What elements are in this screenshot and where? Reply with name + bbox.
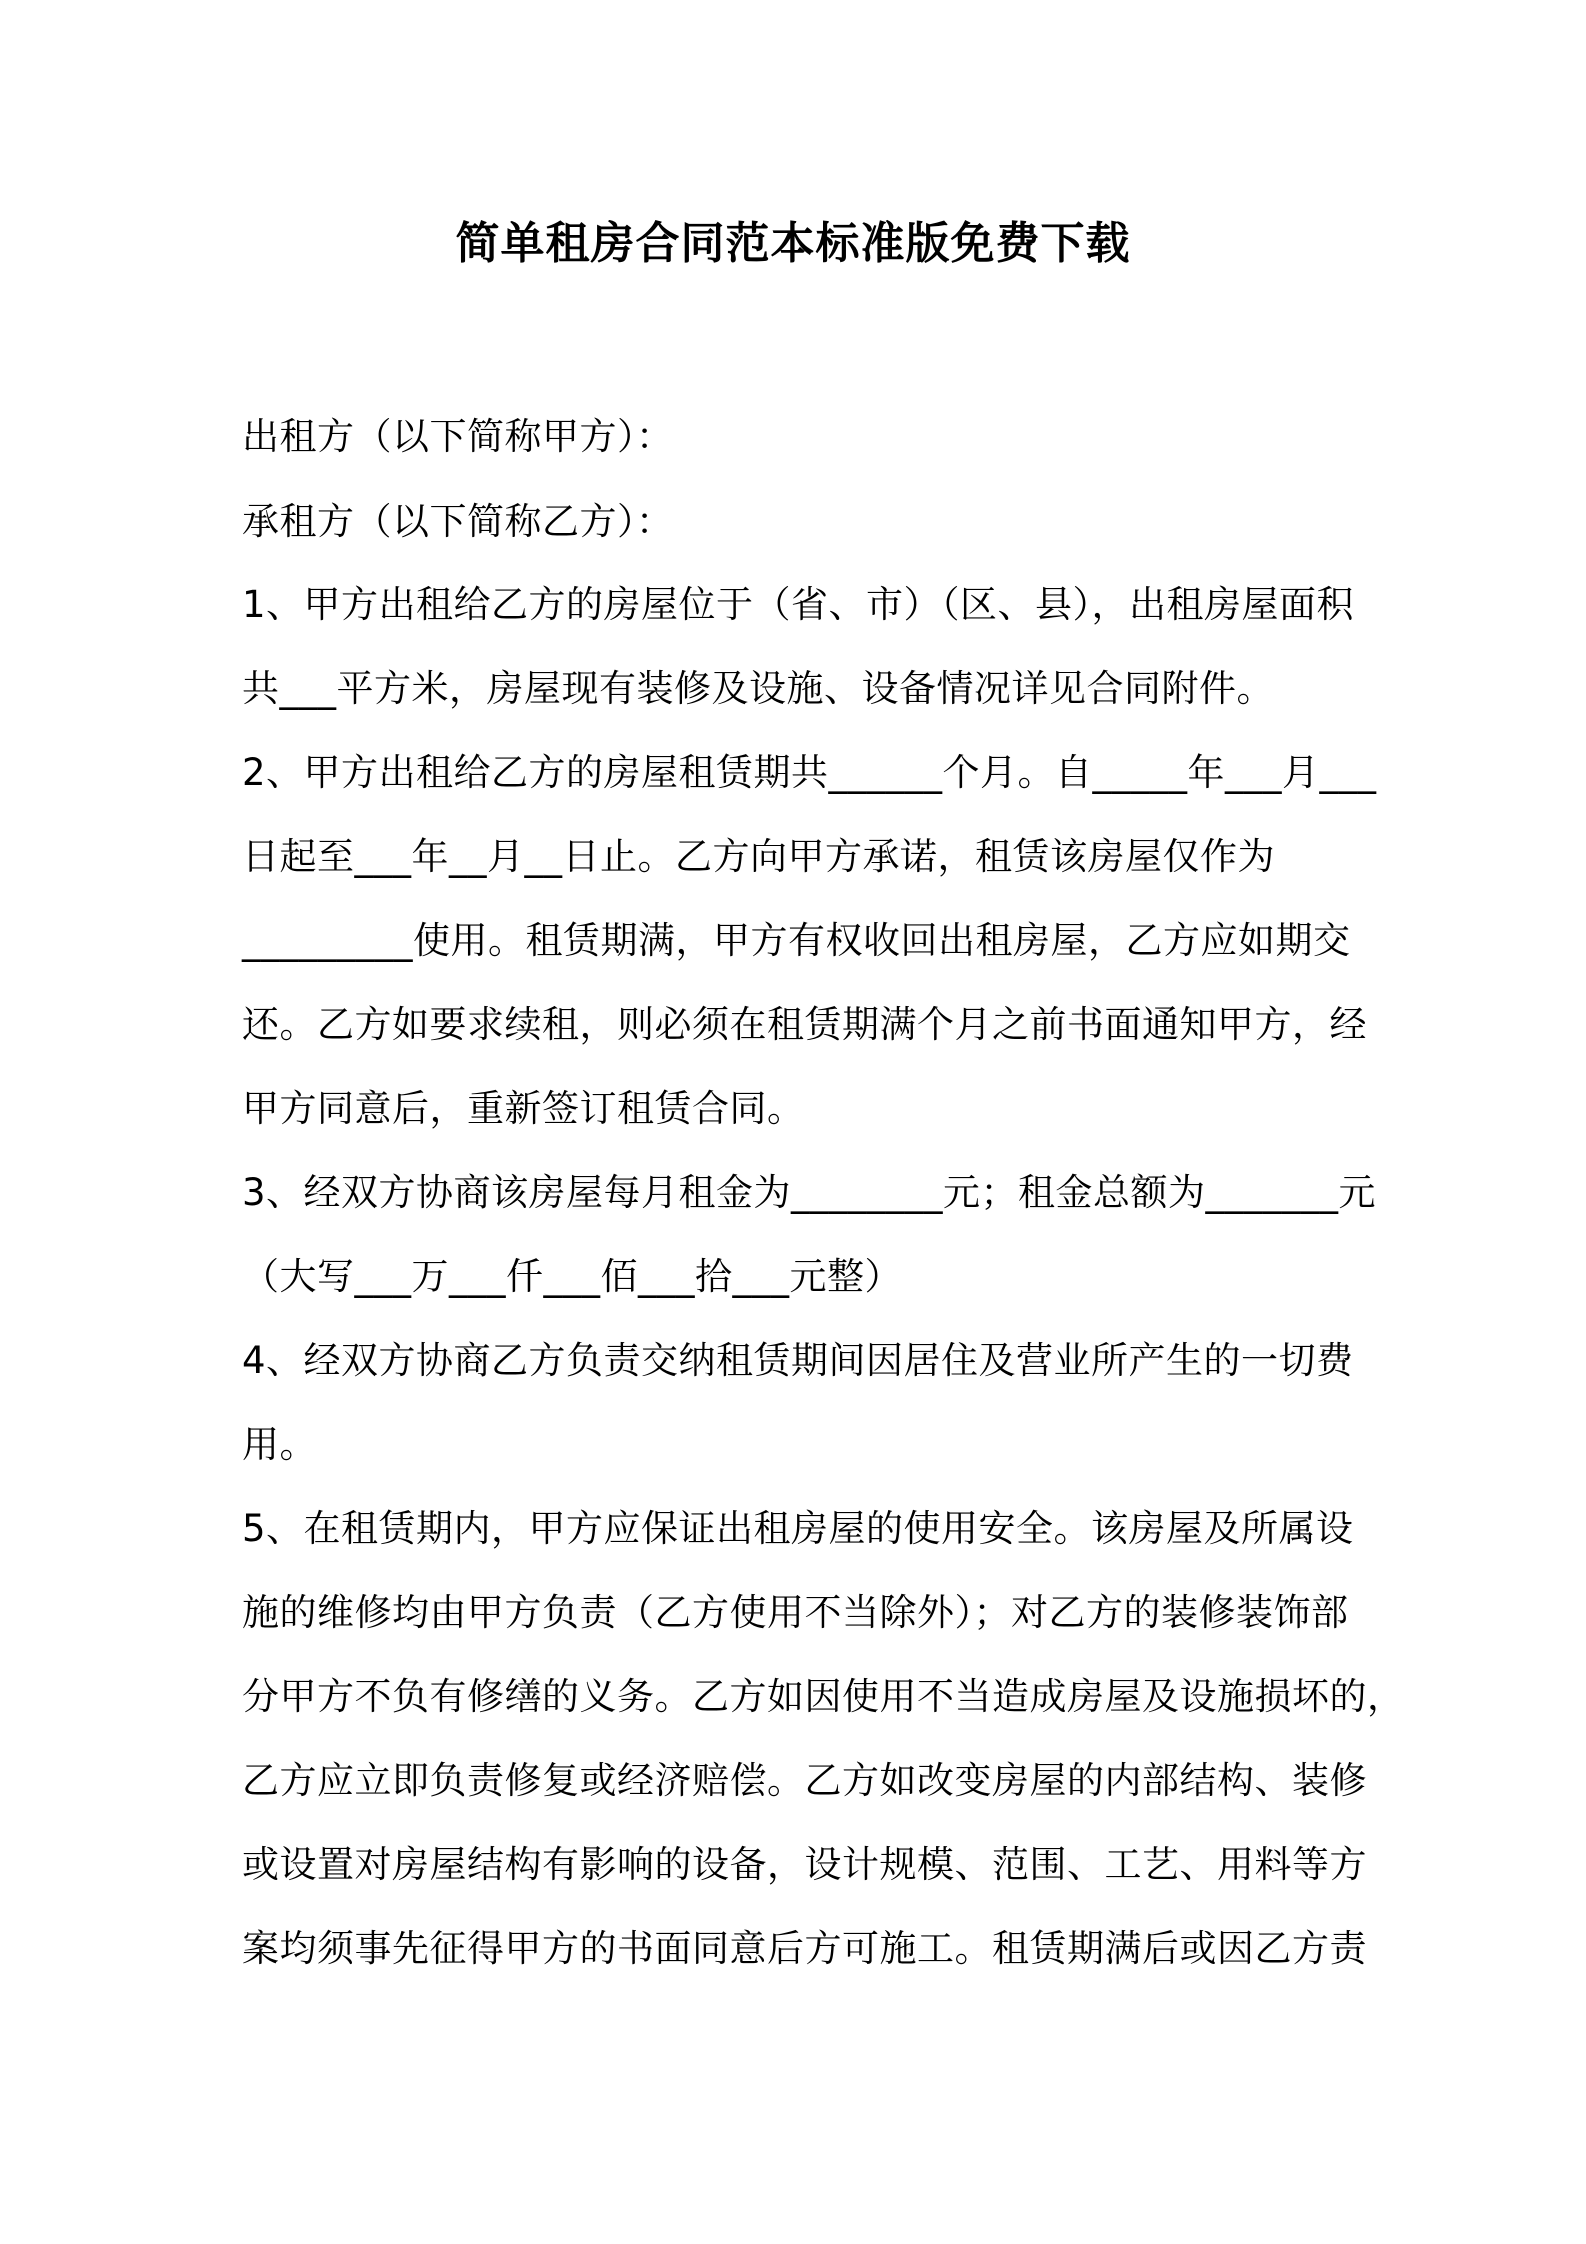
clause-3-line: （大写___万___仟___佰___拾___元整） xyxy=(242,1255,902,1298)
clause-2-line: _________使用。租赁期满，甲方有权收回出租房屋，乙方应如期交 xyxy=(242,919,1351,962)
lessor-line: 出租方（以下简称甲方）： xyxy=(242,415,674,458)
clause-2-line: 甲方同意后，重新签订租赁合同。 xyxy=(242,1087,805,1130)
lessee-line: 承租方（以下简称乙方）： xyxy=(242,500,674,543)
clause-2-line: 还。乙方如要求续租，则必须在租赁期满个月之前书面通知甲方，经 xyxy=(242,1003,1367,1046)
clause-5-line: 5、在租赁期内，甲方应保证出租房屋的使用安全。该房屋及所属设 xyxy=(242,1507,1354,1550)
clause-2-line: 2、甲方出租给乙方的房屋租赁期共______个月。自_____年___月___ xyxy=(242,751,1377,794)
clause-1-line: 共___平方米，房屋现有装修及设施、设备情况详见合同附件。 xyxy=(242,667,1274,710)
clause-4-line: 4、经双方协商乙方负责交纳租赁期间因居住及营业所产生的一切费 xyxy=(242,1339,1354,1382)
clause-5-line: 或设置对房屋结构有影响的设备，设计规模、范围、工艺、用料等方 xyxy=(242,1843,1367,1886)
clause-5-line: 施的维修均由甲方负责（乙方使用不当除外）；对乙方的装修装饰部 xyxy=(242,1591,1349,1634)
clause-5-line: 乙方应立即负责修复或经济赔偿。乙方如改变房屋的内部结构、装修 xyxy=(242,1759,1367,1802)
clause-4-line: 用。 xyxy=(242,1423,317,1466)
clause-5-line: 分甲方不负有修缮的义务。乙方如因使用不当造成房屋及设施损坏的， xyxy=(242,1675,1405,1718)
clause-2-line: 日起至___年__月__日止。乙方向甲方承诺，租赁该房屋仅作为 xyxy=(242,835,1275,878)
document-title: 简单租房合同范本标准版免费下载 xyxy=(455,218,1131,269)
clause-3-line: 3、经双方协商该房屋每月租金为________元；租金总额为_______元 xyxy=(242,1171,1377,1214)
clause-5-line: 案均须事先征得甲方的书面同意后方可施工。租赁期满后或因乙方责 xyxy=(242,1927,1367,1970)
clause-1-line: 1、甲方出租给乙方的房屋位于（省、市）（区、县），出租房屋面积 xyxy=(242,583,1355,626)
